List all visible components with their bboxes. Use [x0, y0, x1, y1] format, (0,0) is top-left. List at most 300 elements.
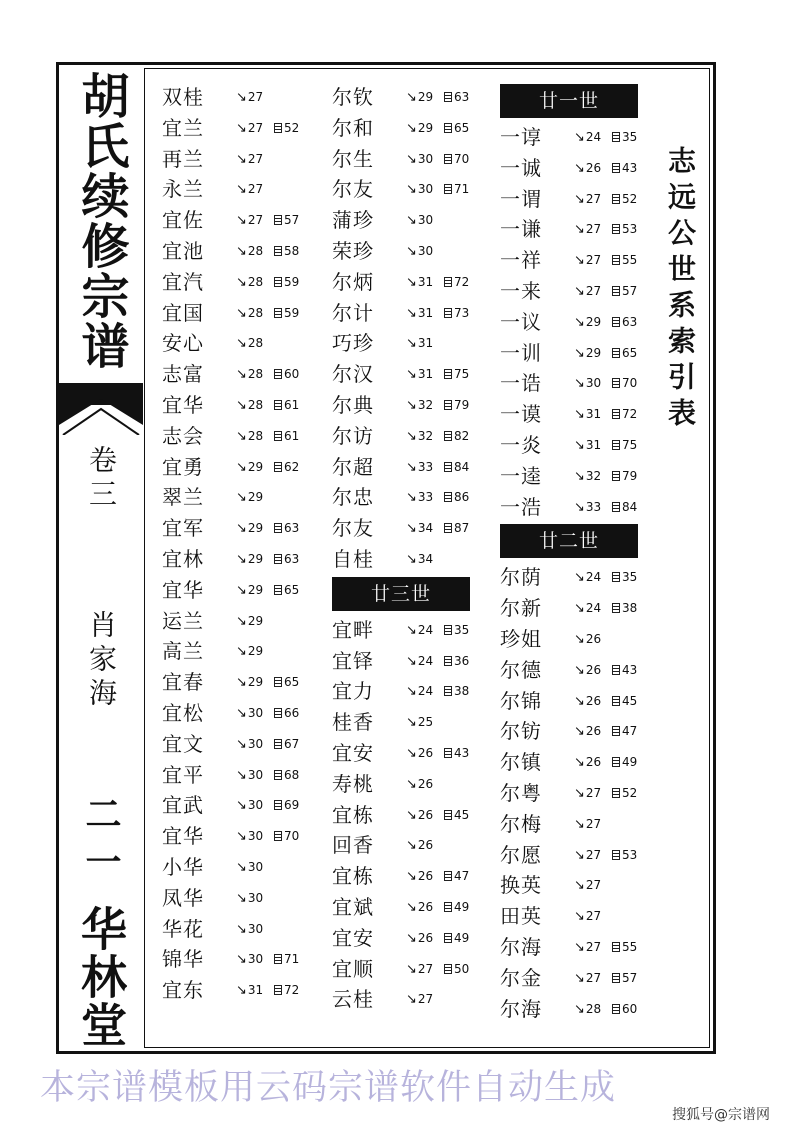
biography-page-ref	[444, 429, 469, 443]
arrow-down-right-icon: ↘	[574, 160, 585, 176]
biography-page-number: 60	[284, 367, 300, 382]
biography-page-ref	[444, 521, 469, 535]
lineage-page-ref	[406, 869, 433, 884]
biography-page-number: 79	[454, 397, 470, 412]
biography-page-ref	[612, 724, 637, 738]
lineage-page-number: 27	[585, 847, 602, 862]
biography-page-ref	[274, 983, 299, 997]
biography-page-number: 52	[622, 191, 638, 206]
arrow-down-right-icon: ↘	[236, 490, 247, 506]
lineage-page-number: 26	[585, 693, 602, 708]
lineage-page-ref	[574, 940, 601, 955]
lineage-page-ref	[406, 182, 433, 197]
index-entry	[162, 236, 322, 267]
biography-page-ref	[274, 737, 299, 751]
person-name: 宜佐	[162, 208, 204, 233]
person-name: 宜勇	[162, 454, 204, 479]
lineage-page-ref	[406, 521, 433, 536]
document-icon	[444, 369, 452, 379]
index-entry	[500, 430, 660, 461]
index-entry	[500, 245, 660, 276]
lineage-page-ref	[574, 570, 601, 585]
biography-page-number: 66	[284, 705, 300, 720]
person-name: 尔德	[500, 657, 542, 682]
lineage-page-ref	[574, 724, 601, 739]
index-entry	[332, 359, 492, 390]
biography-page-number: 50	[454, 961, 470, 976]
person-name: 志会	[162, 423, 204, 448]
document-icon	[444, 686, 452, 696]
arrow-down-right-icon: ↘	[574, 662, 585, 678]
document-icon	[274, 215, 282, 225]
person-name: 尔超	[332, 454, 374, 479]
arrow-down-right-icon: ↘	[574, 724, 585, 740]
arrow-down-right-icon: ↘	[236, 582, 247, 598]
biography-page-number: 38	[622, 601, 638, 616]
index-entry	[500, 901, 660, 932]
arrow-down-right-icon: ↘	[236, 243, 247, 259]
lineage-page-number: 27	[585, 283, 602, 298]
arrow-down-right-icon: ↘	[236, 274, 247, 290]
arrow-down-right-icon: ↘	[236, 736, 247, 752]
lineage-page-ref	[574, 222, 601, 237]
lineage-page-number: 29	[247, 521, 264, 536]
arrow-down-right-icon: ↘	[406, 336, 417, 352]
lineage-page-ref	[236, 829, 263, 844]
biography-page-number: 65	[284, 582, 300, 597]
lineage-page-number: 29	[247, 675, 264, 690]
index-entry	[500, 153, 660, 184]
person-name: 一诚	[500, 155, 542, 180]
person-name: 宜斌	[332, 894, 374, 919]
person-name: 尔梅	[500, 811, 542, 836]
index-entry	[500, 399, 660, 430]
lineage-page-ref	[406, 367, 433, 382]
biography-page-ref	[274, 213, 299, 227]
lineage-page-ref	[406, 900, 433, 915]
biography-page-number: 71	[284, 952, 300, 967]
lineage-page-ref	[236, 768, 263, 783]
biography-page-number: 79	[622, 468, 638, 483]
index-entry	[332, 954, 492, 985]
biography-page-ref	[612, 376, 637, 390]
index-entry	[332, 769, 492, 800]
arrow-down-right-icon: ↘	[236, 428, 247, 444]
biography-page-number: 65	[454, 120, 470, 135]
biography-page-number: 45	[454, 807, 470, 822]
index-entry	[162, 144, 322, 175]
volume-label	[59, 445, 143, 565]
biography-page-number: 70	[622, 376, 638, 391]
person-name: 尔炳	[332, 269, 374, 294]
index-entry	[162, 606, 322, 637]
arrow-down-right-icon: ↘	[574, 631, 585, 647]
arrow-down-right-icon: ↘	[406, 551, 417, 567]
person-name: 运兰	[162, 608, 204, 633]
lineage-page-ref	[236, 860, 263, 875]
document-icon	[444, 431, 452, 441]
biography-page-number: 38	[454, 684, 470, 699]
lineage-page-number: 28	[247, 367, 264, 382]
lineage-page-number: 31	[417, 274, 434, 289]
biography-page-number: 75	[454, 367, 470, 382]
person-name: 宜华	[162, 392, 204, 417]
lineage-page-number: 30	[417, 243, 434, 258]
biography-page-ref	[612, 570, 637, 584]
lineage-page-ref	[236, 244, 263, 259]
index-entry	[500, 122, 660, 153]
lineage-page-number: 32	[417, 428, 434, 443]
arrow-down-right-icon: ↘	[574, 314, 585, 330]
person-name: 宜力	[332, 679, 374, 704]
biography-page-ref	[274, 121, 299, 135]
lineage-page-number: 27	[247, 120, 264, 135]
index-entry	[332, 174, 492, 205]
person-name: 尔汉	[332, 362, 374, 387]
page-number-text: 二一	[80, 795, 122, 891]
person-name: 尔粤	[500, 780, 542, 805]
author-text: 肖家海	[85, 610, 118, 712]
biography-page-number: 57	[622, 970, 638, 985]
person-name: 尔生	[332, 146, 374, 171]
person-name: 一浩	[500, 494, 542, 519]
biography-page-ref	[444, 654, 469, 668]
lineage-page-number: 26	[417, 776, 434, 791]
lineage-page-ref	[406, 121, 433, 136]
lineage-page-ref	[406, 654, 433, 669]
person-name: 尔典	[332, 392, 374, 417]
biography-page-number: 55	[622, 253, 638, 268]
document-icon	[274, 246, 282, 256]
lineage-page-ref	[236, 398, 263, 413]
biography-page-number: 43	[454, 745, 470, 760]
biography-page-ref	[274, 398, 299, 412]
person-name: 自桂	[332, 546, 374, 571]
biography-page-number: 69	[284, 798, 300, 813]
lineage-page-ref	[236, 521, 263, 536]
person-name: 宜栋	[332, 864, 374, 889]
index-entry	[162, 667, 322, 698]
lineage-page-number: 28	[247, 336, 264, 351]
lineage-page-ref	[236, 922, 263, 937]
biography-page-number: 65	[622, 345, 638, 360]
biography-page-ref	[612, 161, 637, 175]
index-entry	[162, 852, 322, 883]
person-name: 尔友	[332, 516, 374, 541]
biography-page-ref	[444, 684, 469, 698]
arrow-down-right-icon: ↘	[574, 437, 585, 453]
arrow-down-right-icon: ↘	[574, 878, 585, 894]
arrow-down-right-icon: ↘	[236, 705, 247, 721]
index-entry	[500, 184, 660, 215]
lineage-page-ref	[574, 786, 601, 801]
biography-page-number: 72	[284, 983, 300, 998]
arrow-down-right-icon: ↘	[406, 397, 417, 413]
person-name: 荣珍	[332, 238, 374, 263]
lineage-page-ref	[406, 623, 433, 638]
index-entry	[332, 800, 492, 831]
document-icon	[612, 726, 620, 736]
arrow-down-right-icon: ↘	[574, 376, 585, 392]
lineage-page-number: 27	[585, 939, 602, 954]
arrow-down-right-icon: ↘	[406, 745, 417, 761]
person-name: 尔海	[500, 934, 542, 959]
lineage-page-number: 31	[417, 336, 434, 351]
lineage-page-ref	[574, 909, 601, 924]
lineage-page-ref	[574, 469, 601, 484]
biography-page-ref	[274, 306, 299, 320]
lineage-page-ref	[574, 878, 601, 893]
biography-page-number: 71	[454, 182, 470, 197]
lineage-page-ref	[574, 1002, 601, 1017]
lineage-page-number: 28	[247, 274, 264, 289]
document-icon	[612, 572, 620, 582]
lineage-page-ref	[574, 284, 601, 299]
person-name: 宜国	[162, 300, 204, 325]
footer-watermark: 本宗谱模板用云码宗谱软件自动生成	[40, 1068, 617, 1108]
lineage-page-number: 30	[417, 213, 434, 228]
lineage-page-number: 27	[585, 970, 602, 985]
arrow-down-right-icon: ↘	[574, 345, 585, 361]
biography-page-number: 73	[454, 305, 470, 320]
hall-name-text: 华林堂	[74, 905, 128, 1049]
biography-page-number: 45	[622, 693, 638, 708]
person-name: 巧珍	[332, 331, 374, 356]
lineage-page-ref	[236, 336, 263, 351]
arrow-down-right-icon: ↘	[236, 644, 247, 660]
biography-page-number: 87	[454, 521, 470, 536]
person-name: 一诰	[500, 371, 542, 396]
person-name: 志富	[162, 362, 204, 387]
arrow-down-right-icon: ↘	[236, 213, 247, 229]
lineage-page-number: 26	[417, 930, 434, 945]
biography-page-ref	[444, 306, 469, 320]
person-name: 尔和	[332, 115, 374, 140]
biography-page-number: 57	[622, 283, 638, 298]
biography-page-number: 58	[284, 243, 300, 258]
arrow-down-right-icon: ↘	[574, 816, 585, 832]
lineage-page-number: 26	[585, 755, 602, 770]
document-icon	[612, 224, 620, 234]
lineage-page-number: 31	[585, 407, 602, 422]
person-name: 宜安	[332, 925, 374, 950]
biography-page-number: 49	[454, 899, 470, 914]
person-name: 宜铎	[332, 648, 374, 673]
index-entry	[500, 593, 660, 624]
arrow-down-right-icon: ↘	[574, 253, 585, 269]
biography-page-number: 49	[454, 930, 470, 945]
lineage-page-number: 34	[417, 551, 434, 566]
document-icon	[444, 656, 452, 666]
lineage-page-ref	[236, 429, 263, 444]
person-name: 尔钫	[500, 719, 542, 744]
document-icon	[612, 348, 620, 358]
biography-page-ref	[444, 367, 469, 381]
lineage-page-number: 30	[247, 952, 264, 967]
lineage-page-ref	[574, 848, 601, 863]
document-icon	[612, 850, 620, 860]
lineage-page-ref	[236, 460, 263, 475]
lineage-page-ref	[236, 952, 263, 967]
index-entry	[332, 298, 492, 329]
index-entry	[332, 544, 492, 575]
arrow-down-right-icon: ↘	[406, 151, 417, 167]
lineage-page-number: 29	[247, 644, 264, 659]
index-entry	[332, 615, 492, 646]
index-entry	[500, 716, 660, 747]
biography-page-ref	[612, 346, 637, 360]
biography-page-number: 49	[622, 755, 638, 770]
lineage-page-ref	[574, 755, 601, 770]
index-entry	[500, 624, 660, 655]
lineage-page-ref	[236, 891, 263, 906]
lineage-page-number: 27	[585, 878, 602, 893]
person-name: 尔锦	[500, 688, 542, 713]
index-entry	[162, 174, 322, 205]
document-icon	[274, 431, 282, 441]
lineage-page-ref	[574, 601, 601, 616]
biography-page-ref	[612, 601, 637, 615]
biography-page-ref	[274, 829, 299, 843]
document-icon	[444, 871, 452, 881]
biography-page-ref	[612, 315, 637, 329]
document-icon	[274, 123, 282, 133]
biography-page-number: 62	[284, 459, 300, 474]
biography-page-ref	[444, 808, 469, 822]
document-icon	[612, 194, 620, 204]
index-entry	[332, 113, 492, 144]
lineage-page-number: 29	[247, 551, 264, 566]
index-entry	[162, 205, 322, 236]
biography-page-number: 59	[284, 274, 300, 289]
person-name: 宜平	[162, 762, 204, 787]
lineage-page-ref	[236, 490, 263, 505]
lineage-page-ref	[574, 253, 601, 268]
lineage-page-number: 24	[585, 130, 602, 144]
lineage-page-number: 28	[247, 428, 264, 443]
biography-page-ref	[612, 694, 637, 708]
person-name: 一谓	[500, 186, 542, 211]
document-icon	[612, 942, 620, 952]
generation-header: 廿三世	[332, 577, 470, 611]
arrow-down-right-icon: ↘	[236, 890, 247, 906]
person-name: 一来	[500, 278, 542, 303]
lineage-page-ref	[574, 130, 601, 145]
lineage-page-ref	[236, 367, 263, 382]
lineage-page-ref	[574, 500, 601, 515]
lineage-page-ref	[574, 407, 601, 422]
lineage-page-number: 29	[585, 314, 602, 329]
lineage-page-ref	[406, 306, 433, 321]
lineage-page-ref	[406, 336, 433, 351]
author-label	[59, 610, 143, 740]
index-entry	[162, 390, 322, 421]
lineage-page-number: 32	[417, 397, 434, 412]
biography-page-ref	[274, 275, 299, 289]
arrow-down-right-icon: ↘	[236, 613, 247, 629]
arrow-down-right-icon: ↘	[236, 859, 247, 875]
index-entry	[162, 760, 322, 791]
arrow-down-right-icon: ↘	[236, 521, 247, 537]
page-number	[59, 795, 143, 895]
index-entry	[332, 328, 492, 359]
biography-page-ref	[612, 284, 637, 298]
index-entry	[500, 870, 660, 901]
arrow-down-right-icon: ↘	[406, 90, 417, 105]
index-entry	[332, 646, 492, 677]
person-name: 尔忠	[332, 485, 374, 510]
biography-page-number: 84	[622, 499, 638, 514]
person-name: 宜春	[162, 670, 204, 695]
person-name: 宜武	[162, 793, 204, 818]
biography-page-number: 75	[622, 437, 638, 452]
lineage-page-ref	[574, 817, 601, 832]
arrow-down-right-icon: ↘	[574, 601, 585, 617]
lineage-page-ref	[236, 583, 263, 598]
biography-page-ref	[612, 940, 637, 954]
arrow-down-right-icon: ↘	[236, 798, 247, 814]
document-icon	[612, 471, 620, 481]
person-name: 宜安	[332, 740, 374, 765]
arrow-down-right-icon: ↘	[236, 459, 247, 475]
biography-page-number: 35	[622, 130, 638, 144]
index-column	[332, 82, 492, 1015]
lineage-page-number: 26	[417, 869, 434, 884]
volume-text: 卷三	[85, 445, 118, 513]
lineage-page-number: 29	[247, 582, 264, 597]
document-icon	[444, 625, 452, 635]
lineage-page-number: 30	[247, 767, 264, 782]
lineage-page-number: 30	[247, 705, 264, 720]
biography-page-number: 84	[454, 459, 470, 474]
lineage-page-ref	[406, 992, 433, 1007]
person-name: 华花	[162, 916, 204, 941]
arrow-down-right-icon: ↘	[236, 305, 247, 321]
document-icon	[274, 585, 282, 595]
lineage-page-ref	[406, 777, 433, 792]
index-entry	[162, 636, 322, 667]
lineage-page-ref	[574, 663, 601, 678]
arrow-down-right-icon: ↘	[406, 213, 417, 229]
biography-page-number: 72	[622, 407, 638, 422]
arrow-down-right-icon: ↘	[406, 305, 417, 321]
index-entry	[500, 461, 660, 492]
footer-source: 搜狐号@宗谱网	[672, 1107, 770, 1123]
person-name: 凤华	[162, 885, 204, 910]
lineage-page-ref	[406, 490, 433, 505]
document-icon	[274, 554, 282, 564]
arrow-down-right-icon: ↘	[236, 551, 247, 567]
arrow-down-right-icon: ↘	[236, 182, 247, 198]
person-name: 宜栋	[332, 802, 374, 827]
arrow-down-right-icon: ↘	[574, 570, 585, 586]
biography-page-number: 55	[622, 939, 638, 954]
document-icon	[444, 92, 452, 102]
index-entry	[500, 307, 660, 338]
index-entry	[162, 729, 322, 760]
lineage-page-ref	[236, 121, 263, 136]
lineage-page-ref	[236, 552, 263, 567]
genealogy-title-text: 胡氏续修宗谱	[73, 71, 129, 371]
biography-page-ref	[612, 253, 637, 267]
biography-page-ref	[612, 971, 637, 985]
lineage-page-number: 29	[247, 490, 264, 505]
arrow-down-right-icon: ↘	[406, 120, 417, 136]
biography-page-number: 61	[284, 397, 300, 412]
document-icon	[274, 677, 282, 687]
person-name: 珍姐	[500, 626, 542, 651]
arrow-down-right-icon: ↘	[236, 397, 247, 413]
